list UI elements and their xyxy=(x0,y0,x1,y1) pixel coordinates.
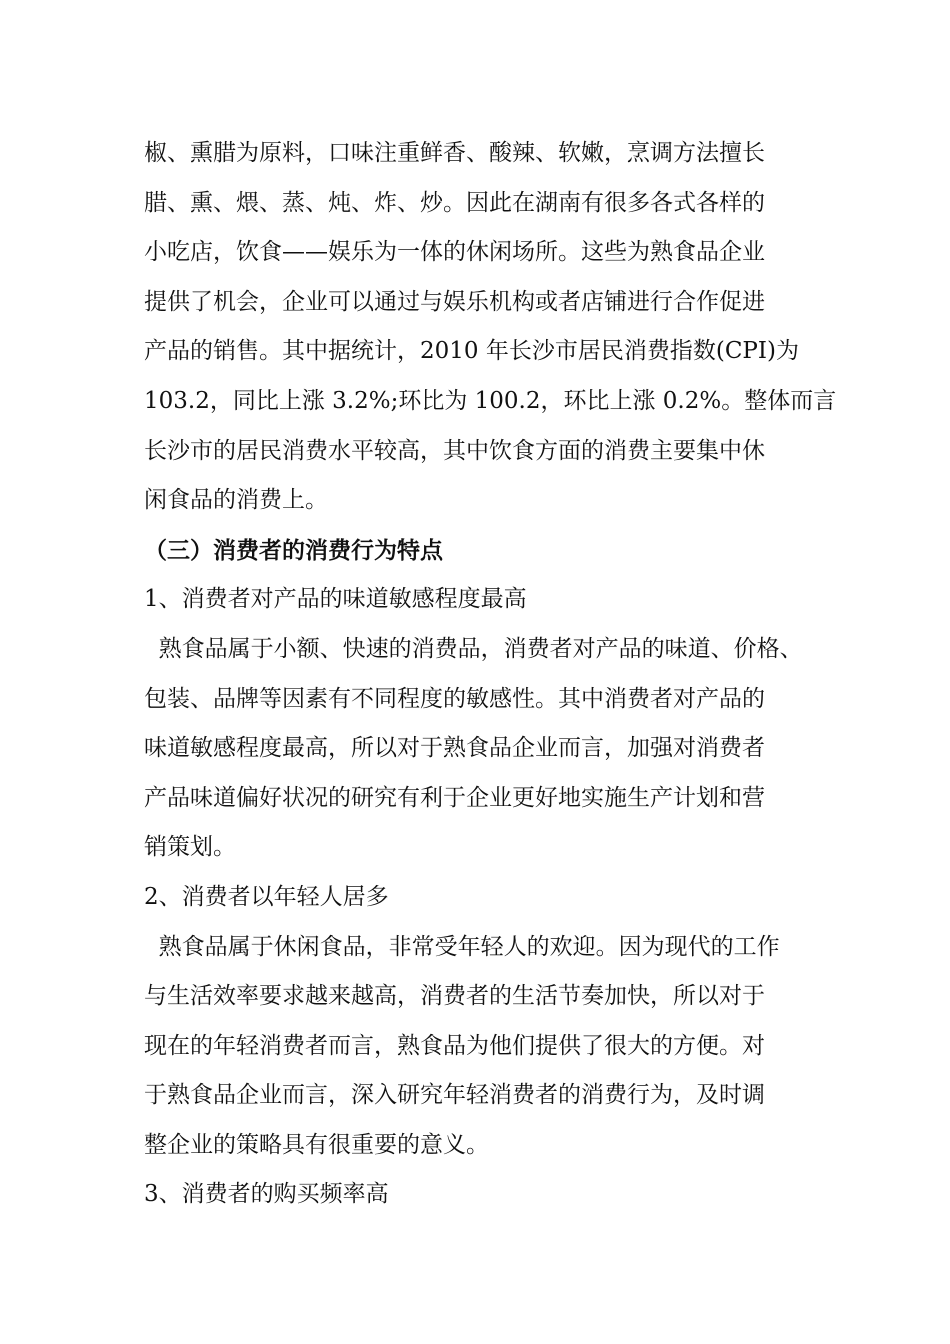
paragraph-line: 腊、熏、煨、蒸、炖、炸、炒。因此在湖南有很多各式各样的 xyxy=(144,189,765,216)
subsection-title: 3、消费者的购买频率高 xyxy=(144,1181,389,1208)
paragraph-line: 103.2，同比上涨 3.2%;环比为 100.2，环比上涨 0.2%。整体而言 xyxy=(144,387,837,414)
paragraph-line: 小吃店，饮食——娱乐为一体的休闲场所。这些为熟食品企业 xyxy=(144,239,765,266)
paragraph-line: 产品味道偏好状况的研究有利于企业更好地实施生产计划和营 xyxy=(144,784,765,811)
paragraph-line: 提供了机会，企业可以通过与娱乐机构或者店铺进行合作促进 xyxy=(144,288,765,315)
paragraph-line: 味道敏感程度最高，所以对于熟食品企业而言，加强对消费者 xyxy=(144,735,765,762)
section-heading: （三）消费者的消费行为特点 xyxy=(144,536,443,564)
paragraph-line: 闲食品的消费上。 xyxy=(144,487,328,514)
document-body xyxy=(144,129,837,1220)
paragraph-line: 于熟食品企业而言，深入研究年轻消费者的消费行为，及时调 xyxy=(144,1082,765,1109)
paragraph-line: 销策划。 xyxy=(144,834,236,861)
subsection-title: 2、消费者以年轻人居多 xyxy=(144,883,389,910)
paragraph-line: 产品的销售。其中据统计，2010 年长沙市居民消费指数(CPI)为 xyxy=(144,338,799,365)
paragraph-line: 熟食品属于小额、快速的消费品，消费者对产品的味道、价格、 xyxy=(144,635,803,662)
paragraph-line: 长沙市的居民消费水平较高，其中饮食方面的消费主要集中休 xyxy=(144,437,765,464)
paragraph-line: 现在的年轻消费者而言，熟食品为他们提供了很大的方便。对 xyxy=(144,1032,765,1059)
paragraph-line: 与生活效率要求越来越高，消费者的生活节奏加快，所以对于 xyxy=(144,983,765,1010)
paragraph-line: 椒、熏腊为原料，口味注重鲜香、酸辣、软嫩，烹调方法擅长 xyxy=(144,140,765,166)
paragraph-line: 整企业的策略具有很重要的意义。 xyxy=(144,1131,489,1158)
paragraph-line: 熟食品属于休闲食品，非常受年轻人的欢迎。因为现代的工作 xyxy=(144,933,780,960)
subsection-title: 1、消费者对产品的味道敏感程度最高 xyxy=(144,586,527,613)
paragraph-line: 包装、品牌等因素有不同程度的敏感性。其中消费者对产品的 xyxy=(144,685,765,712)
